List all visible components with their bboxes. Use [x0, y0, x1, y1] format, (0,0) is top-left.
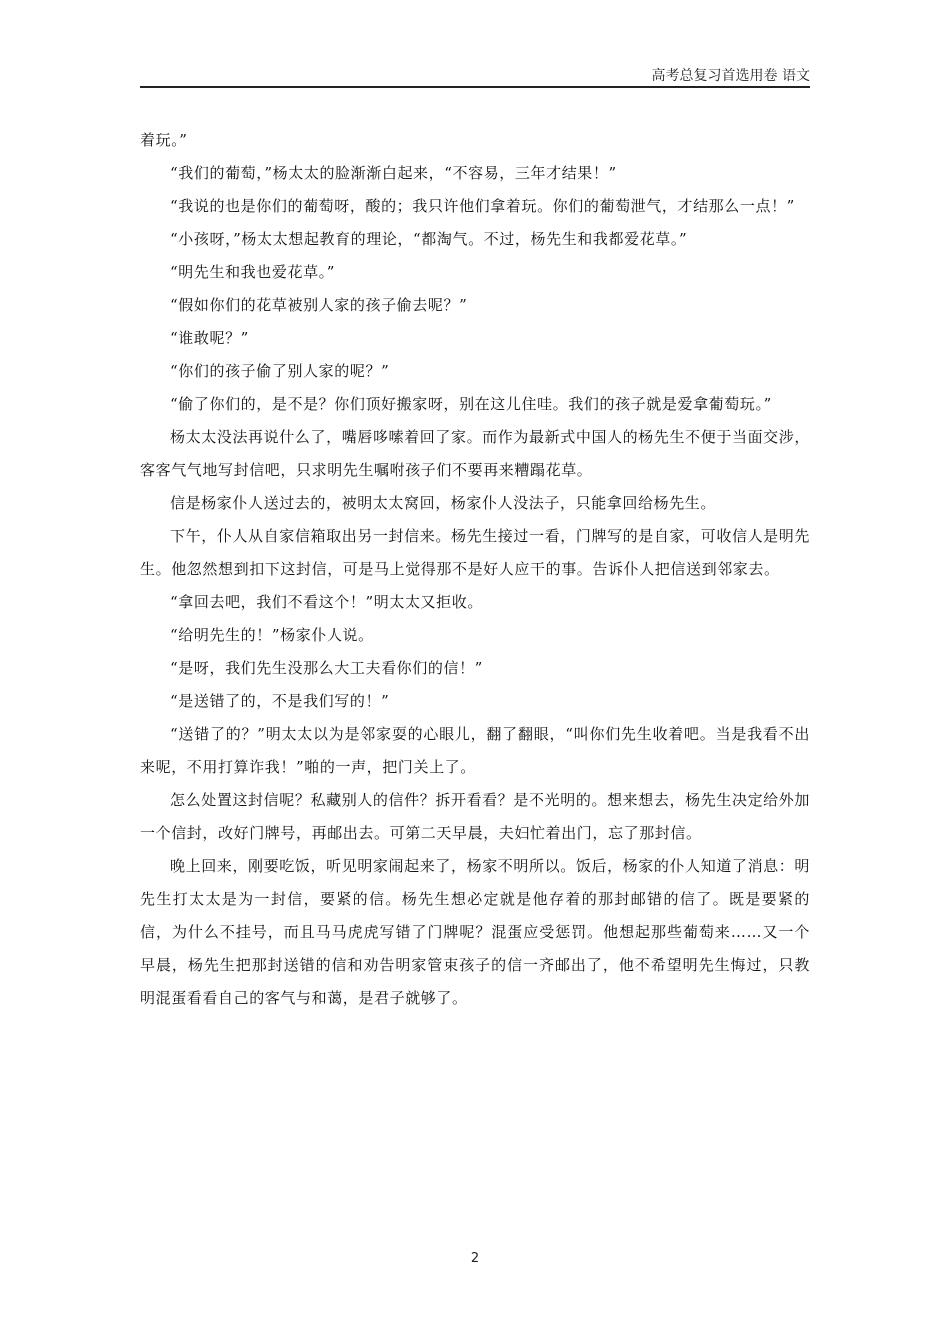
- paragraph: 晚上回来，刚要吃饭，听见明家闹起来了，杨家不明所以。饭后，杨家的仆人知道了消息：明先生打太太是为一封信，要紧的信。杨先生想必定就是他存着的那封邮错的信了。既是要紧的信，为什么不挂号，而且马马虎虎写错了门牌呢？混蛋应受惩罚。他想起那些葡萄来……又一个早晨，杨先生把那封送错的信和劝告明家管束孩子的信一齐邮出了，他不希望明先生悔过，只教明混蛋看看自己的客气与和蔼，是君子就够了。: [140, 857, 810, 1007]
- paragraph: “是送错了的，不是我们写的！”: [170, 692, 390, 710]
- paragraph: 信是杨家仆人送过去的，被明太太窝回，杨家仆人没法子，只能拿回给杨先生。: [170, 494, 717, 512]
- header-divider: [140, 86, 810, 88]
- paragraph: “给明先生的！”杨家仆人说。: [170, 626, 374, 644]
- paragraph: “小孩呀，”杨太太想起教育的理论，“都淘气。不过，杨先生和我都爱花草。”: [170, 230, 688, 248]
- paragraph: “我说的也是你们的葡萄呀，酸的；我只许他们拿着玩。你们的葡萄泄气，才结那么一点！”: [170, 197, 795, 215]
- page-header: 高考总复习首选用卷 语文: [651, 68, 810, 84]
- paragraph: “是呀，我们先生没那么大工夫看你们的信！”: [170, 659, 483, 677]
- paragraph: “谁敢呢？”: [170, 329, 249, 347]
- paragraph: “送错了的？”明太太以为是邻家耍的心眼儿，翻了翻眼，“叫你们先生收着吧。当是我看不出来呢，不用打算诈我！”啪的一声，把门关上了。: [140, 725, 810, 776]
- paragraph: “偷了你们的，是不是？你们顶好搬家呀，别在这儿住哇。我们的孩子就是爱拿葡萄玩。”: [170, 395, 772, 413]
- paragraph: “明先生和我也爱花草。”: [170, 263, 336, 281]
- paragraph: 着玩。”: [140, 131, 188, 149]
- page-number: 2: [470, 1251, 480, 1266]
- paragraph: “假如你们的花草被别人家的孩子偷去呢？”: [170, 296, 468, 314]
- article-body: [140, 124, 810, 1015]
- paragraph: 怎么处置这封信呢？私藏别人的信件？拆开看看？是不光明的。想来想去，杨先生决定给外加一个信封，改好门牌号，再邮出去。可第二天早晨，夫妇忙着出门，忘了那封信。: [140, 791, 810, 842]
- paragraph: “我们的葡萄，”杨太太的脸渐渐白起来，“不容易，三年才结果！”: [170, 164, 617, 182]
- paragraph: “拿回去吧，我们不看这个！”明太太又拒收。: [170, 593, 483, 611]
- paragraph: “你们的孩子偷了别人家的呢？”: [170, 362, 390, 380]
- paragraph: 下午，仆人从自家信箱取出另一封信来。杨先生接过一看，门牌写的是自家，可收信人是明先生。他忽然想到扣下这封信，可是马上觉得那不是好人应干的事。告诉仆人把信送到邻家去。: [140, 527, 810, 578]
- paragraph: 杨太太没法再说什么了，嘴唇哆嗦着回了家。而作为最新式中国人的杨先生不便于当面交涉，客客气气地写封信吧，只求明先生嘱咐孩子们不要再来糟蹋花草。: [140, 428, 810, 479]
